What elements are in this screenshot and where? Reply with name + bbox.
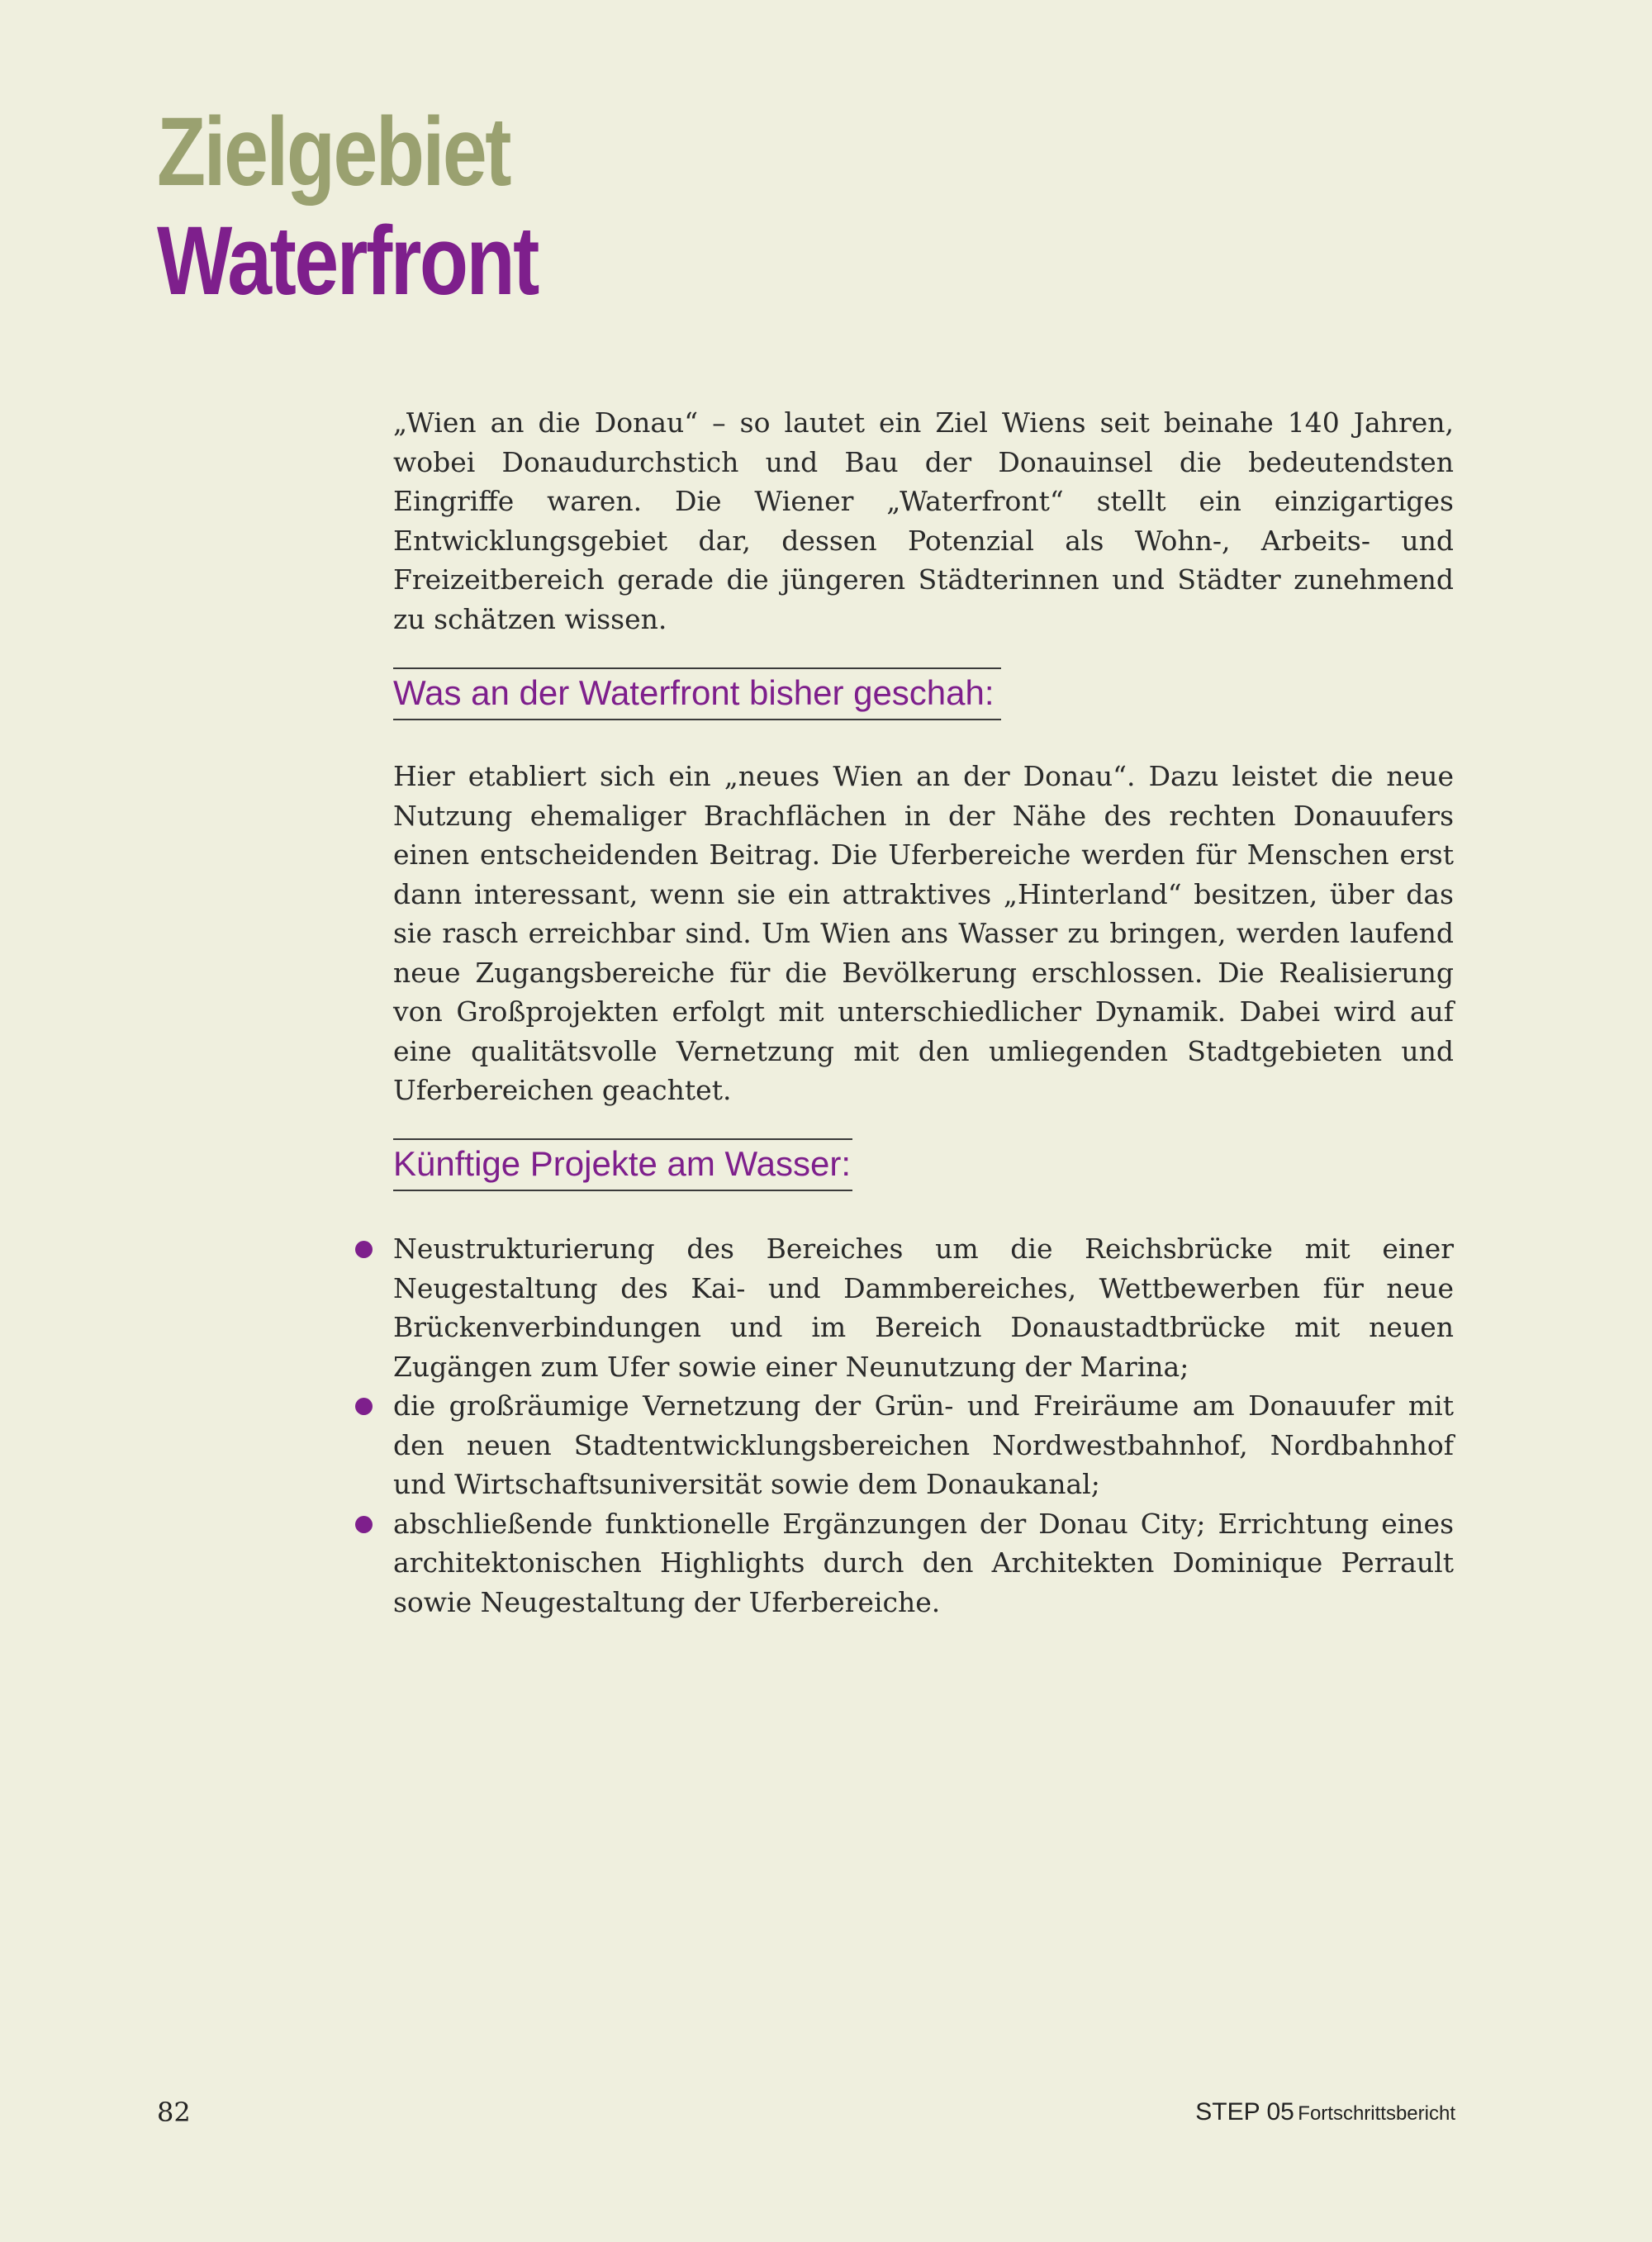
list-item — [393, 1386, 1454, 1504]
bullet-dot-icon — [355, 1398, 373, 1415]
title-line-waterfront: Waterfront — [157, 207, 538, 316]
page-title — [157, 97, 538, 316]
section-heading-future-projects: Künftige Projekte am Wasser: — [393, 1138, 852, 1191]
list-item-text: abschließende funktionelle Ergänzungen der Donau City; Errichtung eines architektonischen Highlights durch den Architekten Dominique Perrault sowie Neugestaltung der Uferbereiche. — [393, 1507, 1454, 1618]
footer-series: STEP 05 — [1195, 2098, 1294, 2126]
title-line-zielgebiet: Zielgebiet — [157, 97, 510, 207]
intro-paragraph: „Wien an die Donau“ – so lautet ein Ziel Wiens seit beinahe 140 Jahren, wobei Donaudurchstich und Bau der Donauinsel die bedeutendsten Eingriffe waren. Die Wiener „Waterfront“ stellt ein einzigartiges Entwicklungsgebiet dar, dessen Potenzial als Wohn-, Arbeits- und Freizeitbereich gerade die jüngeren Städterinnen und Städter zunehmend zu schätzen wissen. — [393, 406, 1454, 635]
list-item-text: Neustrukturierung des Bereiches um die Reichsbrücke mit einer Neugestaltung des Kai- und Dammbereiches, Wettbewerben für neue Brückenverbindungen und im Bereich Donaustadtbrücke mit neuen Zugängen zum Ufer sowie einer Neunutzung der Marina; — [393, 1233, 1454, 1383]
list-item — [393, 1229, 1454, 1386]
footer-subtitle: Fortschrittsbericht — [1298, 2102, 1455, 2125]
list-item-text: die großräumige Vernetzung der Grün- und Freiräume am Donauufer mit den neuen Stadtentwicklungsbereichen Nordwestbahnhof, Nordbahnhof und Wirtschaftsuniversität sowie dem Donaukanal; — [393, 1389, 1454, 1500]
history-paragraph: Hier etabliert sich ein „neues Wien an der Donau“. Dazu leistet die neue Nutzung ehemaliger Brachflächen in der Nähe des rechten Donauufers einen entscheidenden Beitrag. Die Uferbereiche werden für Menschen erst dann interessant, wenn sie ein attraktives „Hinterland“ besitzen, über das sie rasch erreichbar sind. Um Wien ans Wasser zu bringen, werden laufend neue Zugangsbereiche für die Bevölkerung erschlossen. Die Realisierung von Großprojekten erfolgt mit unterschiedlicher Dynamik. Dabei wird auf eine qualitätsvolle Vernetzung mit den umliegenden Stadtgebieten und Uferbereichen geachtet. — [393, 760, 1454, 1106]
page-number: 82 — [157, 2097, 191, 2128]
section-heading-history: Was an der Waterfront bisher geschah: — [393, 667, 1001, 720]
list-item — [393, 1504, 1454, 1622]
bullet-dot-icon — [355, 1241, 373, 1258]
future-projects-list — [393, 1229, 1454, 1622]
bullet-dot-icon — [355, 1516, 373, 1533]
footer-publication — [1195, 2098, 1455, 2126]
